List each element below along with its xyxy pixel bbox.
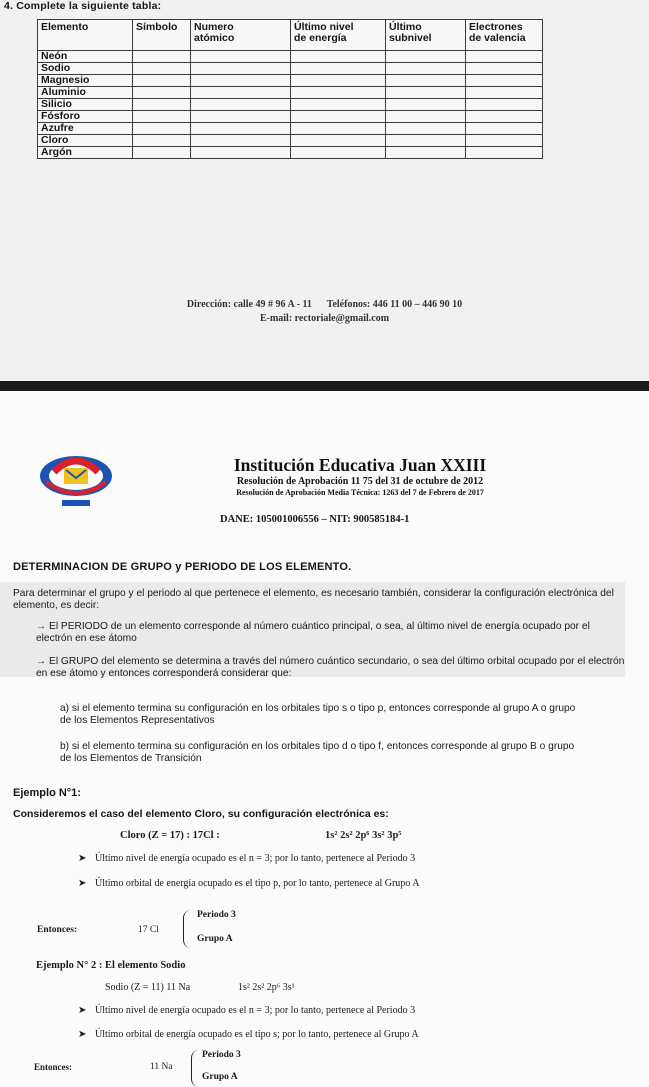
answer-cell[interactable]	[291, 111, 386, 123]
answer-cell[interactable]	[386, 123, 466, 135]
answer-cell[interactable]	[466, 147, 543, 159]
answer-cell[interactable]	[133, 147, 191, 159]
answer-cell[interactable]	[291, 135, 386, 147]
table-row	[38, 63, 543, 75]
answer-cell[interactable]	[291, 63, 386, 75]
header-line: de valencia	[469, 32, 526, 44]
rule-a: a) si el elemento termina su configuración en los orbitales tipo s o tipo p, entonces corresponde al grupo A o grupo de los Elementos Representativos	[60, 703, 576, 726]
resolution: Resolución de Aprobación 11 75 del 31 de octubre de 2012	[236, 476, 484, 487]
answer-cell[interactable]	[386, 111, 466, 123]
element-name-cell: Magnesio	[38, 75, 133, 87]
example1-intro: Consideremos el caso del elemento Cloro, su configuración electrónica es:	[13, 808, 389, 820]
example1-result-grupo: Grupo A	[197, 934, 233, 944]
answer-cell[interactable]	[133, 123, 191, 135]
example2-periodo: Último nivel de energía ocupado es el n = 3; por lo tanto, pertenece al Periodo 3	[95, 1005, 416, 1016]
table-row	[38, 87, 543, 99]
answer-cell[interactable]	[386, 63, 466, 75]
element-name-cell: Silicio	[38, 99, 133, 111]
question-title: 4. Complete la siguiente tabla:	[4, 0, 162, 12]
element-name-cell: Argón	[38, 147, 133, 159]
example1-bullet-arrow-icon: ➤	[78, 853, 87, 864]
answer-cell[interactable]	[466, 135, 543, 147]
element-name-cell: Azufre	[38, 123, 133, 135]
brace	[183, 910, 191, 948]
school-logo-icon	[36, 452, 118, 515]
header-line: Numero	[194, 21, 234, 33]
header-line: Último nivel	[294, 21, 354, 33]
header-line: atómico	[194, 32, 235, 44]
answer-cell[interactable]	[291, 75, 386, 87]
element-name-cell: Sodio	[38, 63, 133, 75]
answer-cell[interactable]	[291, 87, 386, 99]
example2-bullet-arrow-icon: ➤	[78, 1029, 87, 1040]
answer-cell[interactable]	[191, 147, 291, 159]
answer-cell[interactable]	[191, 75, 291, 87]
answer-cell[interactable]	[386, 75, 466, 87]
example1-grupo: Último orbital de energía ocupado es el tipo p, por lo tanto, pertenece al Grupo A	[95, 878, 420, 889]
answer-cell[interactable]	[386, 135, 466, 147]
answer-cell[interactable]	[133, 99, 191, 111]
example1-title: Ejemplo N°1:	[13, 787, 81, 799]
example2-config: 1s² 2s² 2p⁶ 3s¹	[238, 982, 295, 993]
example2-result-grupo: Grupo A	[202, 1072, 238, 1082]
example1-config: 1s² 2s² 2p⁶ 3s² 3p⁵	[325, 830, 402, 841]
table-header-cell	[291, 20, 386, 51]
table-header-cell	[191, 20, 291, 51]
answer-cell[interactable]	[466, 99, 543, 111]
answer-cell[interactable]	[191, 111, 291, 123]
brace	[191, 1050, 199, 1087]
institution-header	[140, 455, 580, 498]
answer-cell[interactable]	[386, 147, 466, 159]
example2-config-label: Sodio (Z = 11) 11 Na	[105, 982, 191, 993]
table-header-cell	[133, 20, 191, 51]
example1-entonces: Entonces:	[37, 925, 78, 935]
header-line: de energía	[294, 32, 347, 44]
example2-symbol: 11 Na	[150, 1062, 173, 1072]
answer-cell[interactable]	[466, 111, 543, 123]
example2-entonces: Entonces:	[34, 1062, 72, 1072]
answer-cell[interactable]	[466, 75, 543, 87]
table-row	[38, 51, 543, 63]
answer-cell[interactable]	[291, 51, 386, 63]
table-row	[38, 135, 543, 147]
answer-cell[interactable]	[291, 123, 386, 135]
answer-cell[interactable]	[133, 75, 191, 87]
answer-cell[interactable]	[133, 135, 191, 147]
answer-cell[interactable]	[133, 63, 191, 75]
answer-cell[interactable]	[466, 87, 543, 99]
table-row	[38, 75, 543, 87]
answer-cell[interactable]	[133, 51, 191, 63]
element-name-cell: Fósforo	[38, 111, 133, 123]
table-row	[38, 99, 543, 111]
rule-b: b) si el elemento termina su configuración en los orbitales tipo d o tipo f, entonces corresponde al grupo B o grupo de los Elementos de Transición	[60, 741, 575, 764]
answer-cell[interactable]	[386, 87, 466, 99]
grupo-rule: → El GRUPO del elemento se determina a través del número cuántico secundario, o sea del último orbital ocupado por el electrón en ese átomo y entonces corresponderá considerar que:	[36, 656, 625, 679]
dane-nit: DANE: 105001006556 – NIT: 900585184-1	[220, 514, 410, 525]
answer-cell[interactable]	[133, 87, 191, 99]
intro-text: Para determinar el grupo y el periodo al que pertenece el elemento, es necesario también, considerar la configuración electrónica del elemento, es decir:	[13, 588, 614, 611]
header-line: Último	[389, 21, 422, 33]
answer-cell[interactable]	[191, 51, 291, 63]
address: Dirección: calle 49 # 96 A - 11 Teléfonos: 446 11 00 – 446 90 10	[186, 299, 463, 310]
answer-cell[interactable]	[466, 123, 543, 135]
example1-bullet-arrow-icon: ➤	[78, 878, 87, 889]
example1-periodo: Último nivel de energía ocupado es el n = 3; por lo tanto, pertenece al Periodo 3	[95, 853, 416, 864]
institution-name: Institución Educativa Juan XXIII	[233, 455, 487, 475]
header-line: Símbolo	[136, 21, 178, 33]
answer-cell[interactable]	[291, 147, 386, 159]
answer-cell[interactable]	[291, 99, 386, 111]
periodic-table-exercise	[37, 19, 543, 159]
example2-bullet-arrow-icon: ➤	[78, 1005, 87, 1016]
answer-cell[interactable]	[386, 99, 466, 111]
example2-result-periodo: Periodo 3	[202, 1050, 241, 1060]
table-header-cell	[466, 20, 543, 51]
example1-result-periodo: Periodo 3	[197, 910, 236, 920]
element-name-cell: Cloro	[38, 135, 133, 147]
answer-cell[interactable]	[386, 51, 466, 63]
table-header-cell	[386, 20, 466, 51]
answer-cell[interactable]	[191, 99, 291, 111]
example1-config-label: Cloro (Z = 17) : 17Cl :	[120, 830, 220, 841]
footer	[0, 298, 649, 326]
table-header-cell	[38, 20, 133, 51]
answer-cell[interactable]	[133, 111, 191, 123]
answer-cell[interactable]	[191, 87, 291, 99]
header-line: subnivel	[389, 32, 432, 44]
example2-title: Ejemplo N° 2 : El elemento Sodio	[36, 960, 186, 971]
resolution-technical: Resolución de Aprobación Media Técnica: 1263 del 7 de Febrero de 2017	[236, 488, 484, 497]
header-line: Elemento	[41, 21, 89, 33]
example1-symbol: 17 Cl	[138, 925, 159, 935]
section-heading: DETERMINACION DE GRUPO y PERIODO DE LOS ELEMENTO.	[13, 561, 352, 573]
table-row	[38, 111, 543, 123]
header-line: Electrones	[469, 21, 523, 33]
answer-cell[interactable]	[191, 135, 291, 147]
table-row	[38, 147, 543, 159]
answer-cell[interactable]	[191, 123, 291, 135]
example2-grupo: Último orbital de energía ocupado es el tipo s; por lo tanto, pertenece al Grupo A	[95, 1029, 419, 1040]
answer-cell[interactable]	[466, 51, 543, 63]
answer-cell[interactable]	[191, 63, 291, 75]
table-row	[38, 123, 543, 135]
element-name-cell: Aluminio	[38, 87, 133, 99]
page-divider	[0, 381, 649, 391]
element-name-cell: Neón	[38, 51, 133, 63]
email: E-mail: rectoriale@gmail.com	[259, 313, 390, 324]
answer-cell[interactable]	[466, 63, 543, 75]
periodo-rule: → El PERIODO de un elemento corresponde al número cuántico principal, o sea, al último nivel de energía ocupado por el electrón en ese átomo	[36, 621, 590, 644]
